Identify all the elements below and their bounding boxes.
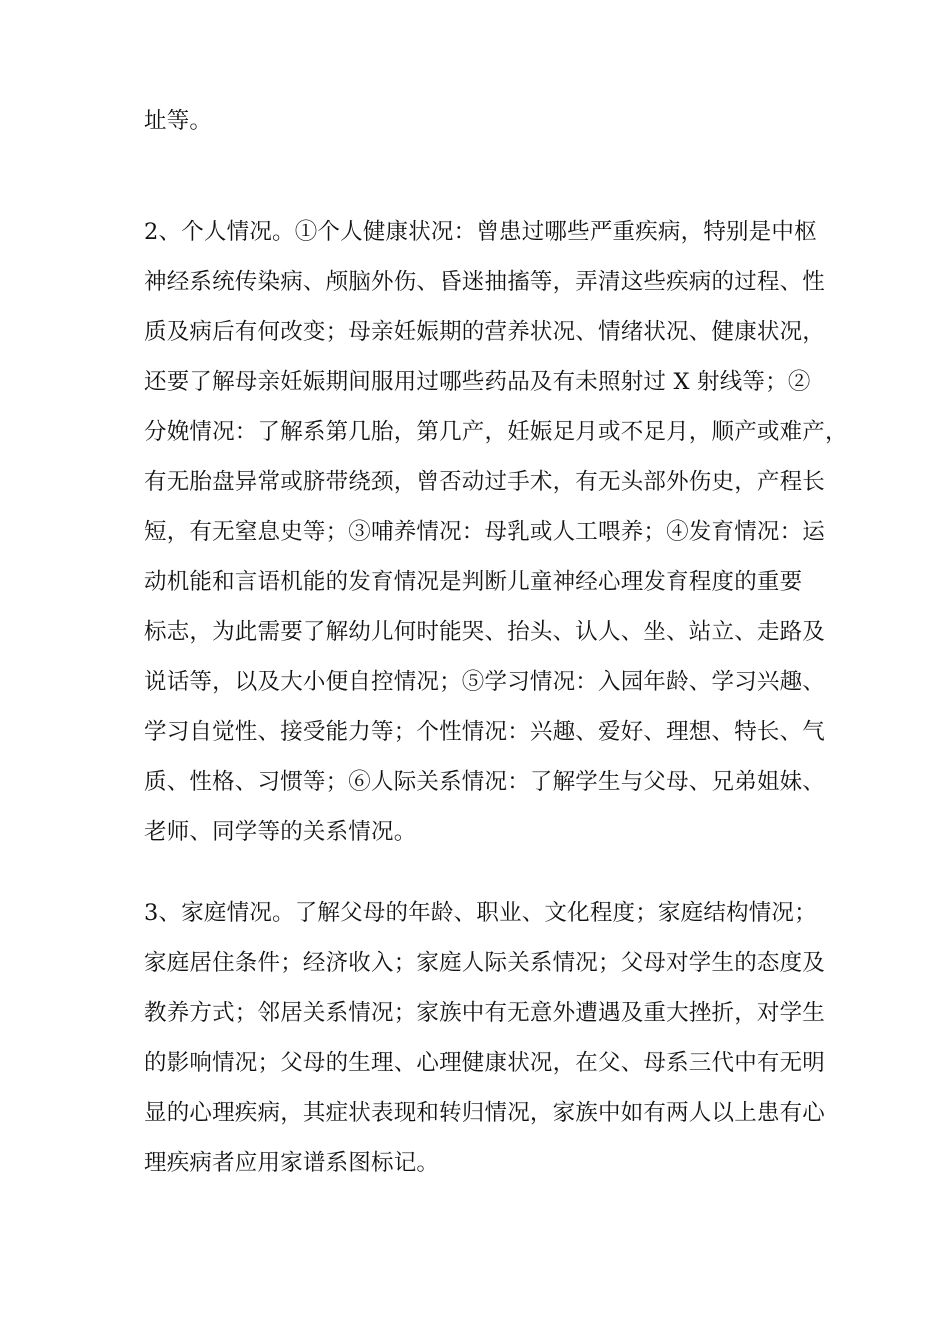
paragraph-continuation bbox=[144, 96, 824, 146]
text-line: 短，有无窒息史等；③哺养情况：母乳或人工喂养；④发育情况：运 bbox=[144, 519, 826, 545]
text-line: 的影响情况；父母的生理、心理健康状况，在父、母系三代中有无明 bbox=[144, 1050, 826, 1076]
paragraph-family-situation bbox=[144, 888, 824, 1188]
text-line: 还要了解母亲妊娠期间服用过哪些药品及有未照射过 X 射线等；② bbox=[144, 369, 811, 395]
text-line: 2、个人情况。①个人健康状况：曾患过哪些严重疾病，特别是中枢 bbox=[144, 219, 817, 245]
text-line: 理疾病者应用家谱系图标记。 bbox=[144, 1150, 440, 1176]
text-line: 分娩情况：了解系第几胎，第几产，妊娠足月或不足月，顺产或难产， bbox=[144, 419, 848, 445]
text-line: 质、性格、习惯等；⑥人际关系情况：了解学生与父母、兄弟姐妹、 bbox=[144, 769, 826, 795]
text-line: 家庭居住条件；经济收入；家庭人际关系情况；父母对学生的态度及 bbox=[144, 950, 826, 976]
text-line: 动机能和言语机能的发育情况是判断儿童神经心理发育程度的重要 bbox=[144, 569, 803, 595]
text-line: 教养方式；邻居关系情况；家族中有无意外遭遇及重大挫折，对学生 bbox=[144, 1000, 826, 1026]
text-line: 说话等，以及大小便自控情况；⑤学习情况：入园年龄、学习兴趣、 bbox=[144, 669, 826, 695]
text-line: 学习自觉性、接受能力等；个性情况：兴趣、爱好、理想、特长、气 bbox=[144, 719, 826, 745]
text-line: 老师、同学等的关系情况。 bbox=[144, 819, 417, 845]
text-line: 神经系统传染病、颅脑外伤、昏迷抽搐等，弄清这些疾病的过程、性 bbox=[144, 269, 826, 295]
paragraph-personal-situation bbox=[144, 207, 848, 857]
text-line: 3、家庭情况。了解父母的年龄、职业、文化程度；家庭结构情况； bbox=[144, 900, 817, 926]
text-line: 标志，为此需要了解幼儿何时能哭、抬头、认人、坐、站立、走路及 bbox=[144, 619, 826, 645]
text-line: 显的心理疾病，其症状表现和转归情况，家族中如有两人以上患有心 bbox=[144, 1100, 826, 1126]
text-line: 质及病后有何改变；母亲妊娠期的营养状况、情绪状况、健康状况， bbox=[144, 319, 826, 345]
text-line: 址等。 bbox=[144, 108, 213, 134]
text-line: 有无胎盘异常或脐带绕颈，曾否动过手术，有无头部外伤史，产程长 bbox=[144, 469, 826, 495]
